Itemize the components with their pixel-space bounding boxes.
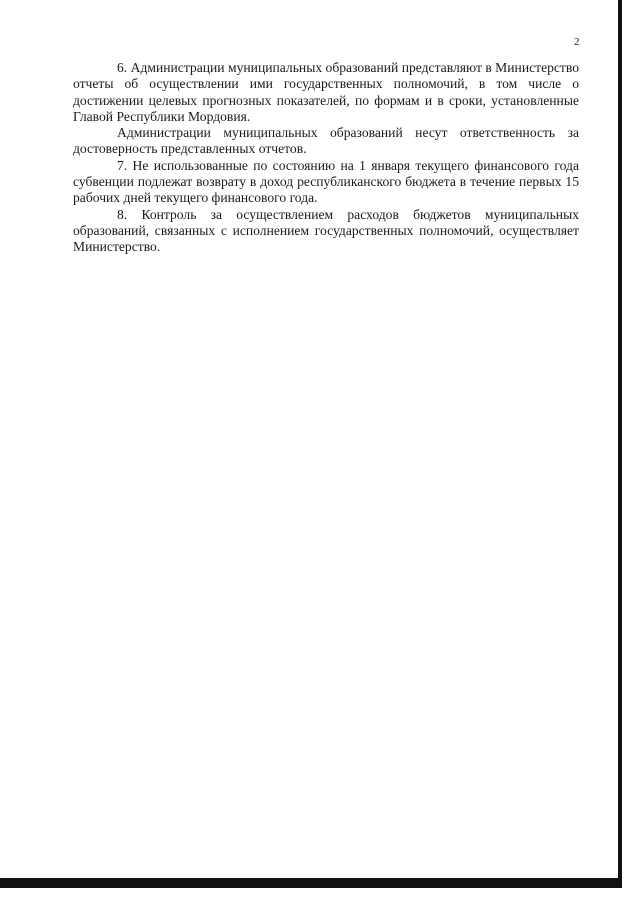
scan-border-right	[618, 0, 622, 888]
page-number: 2	[574, 36, 580, 48]
scan-border-bottom	[0, 878, 622, 888]
paragraph-responsibility: Администрации муниципальных образований несут ответственность за достоверность представленных отчетов.	[73, 125, 579, 157]
paragraph-item-6: 6. Администрации муниципальных образований представляют в Министерство отчеты об осуществлении ими государственных полномочий, в том числе о достижении целевых прогнозных показателей, по формам и в сроки, установленные Главой Республики Мордовия.	[73, 60, 579, 124]
paragraph-item-8: 8. Контроль за осуществлением расходов бюджетов муниципальных образований, связанных с исполнением государственных полномочий, осуществляет Министерство.	[73, 206, 579, 255]
paragraph-item-7: 7. Не использованные по состоянию на 1 января текущего финансового года субвенции подлежат возврату в доход республиканского бюджета в течение первых 15 рабочих дней текущего финансового года.	[73, 157, 579, 206]
document-body	[73, 60, 579, 256]
